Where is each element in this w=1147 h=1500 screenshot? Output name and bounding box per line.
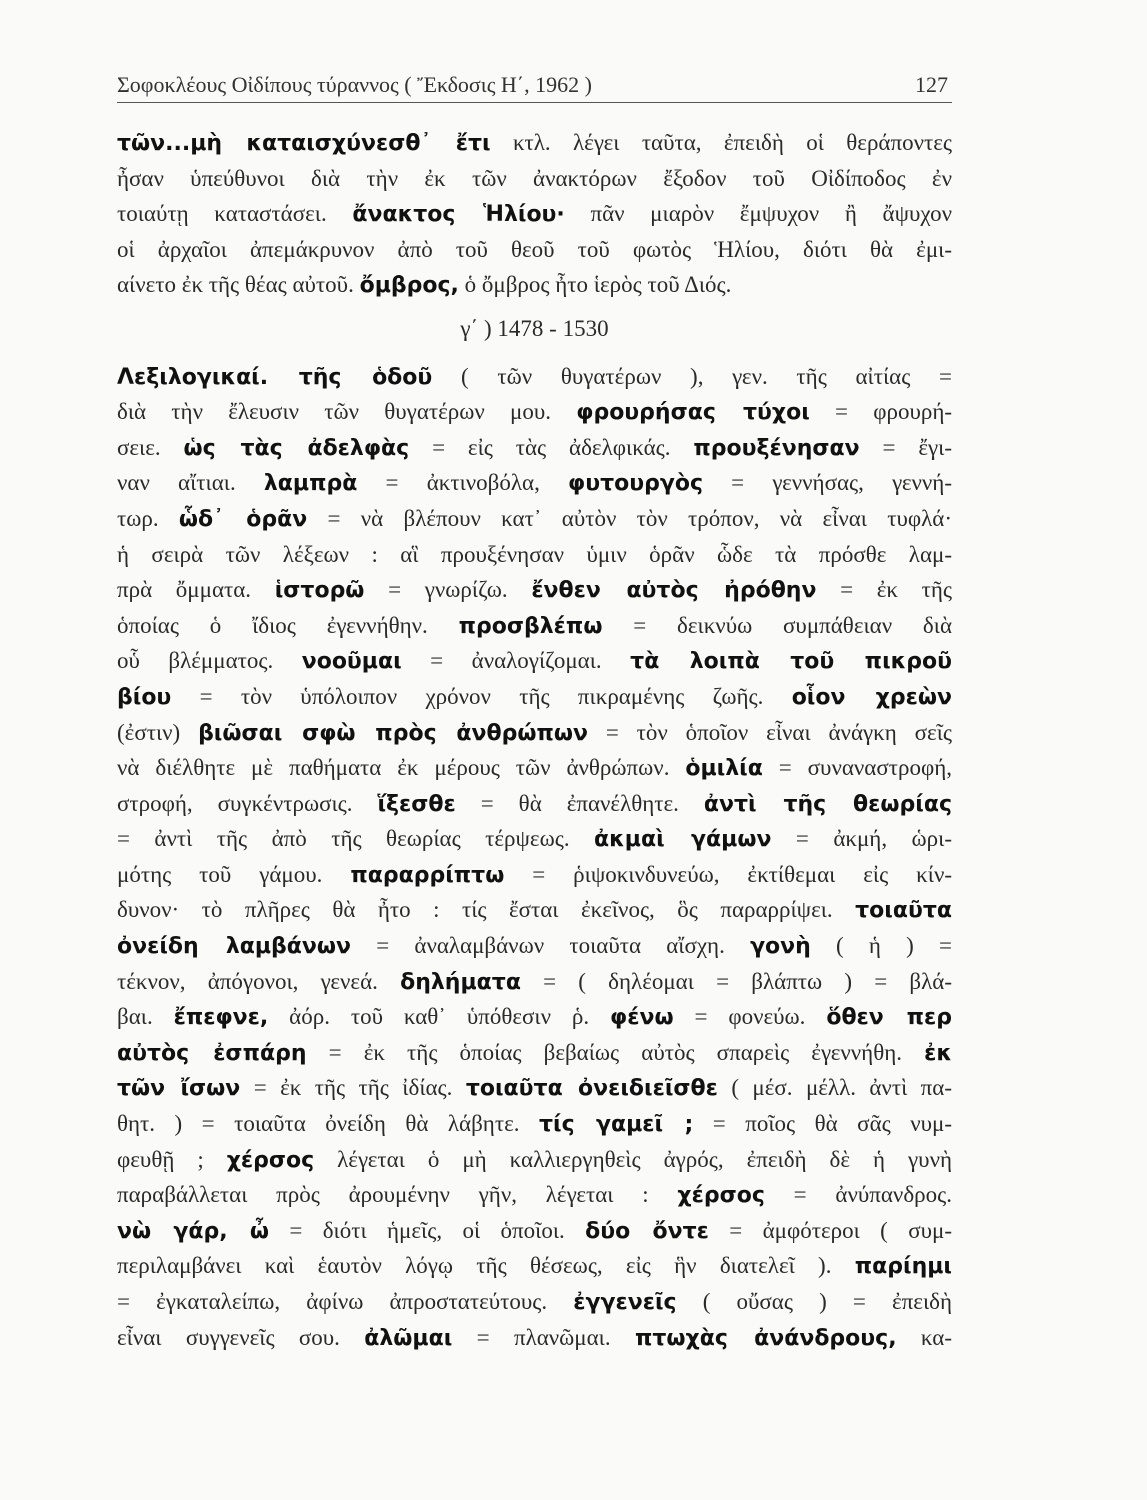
bold-term: γονὴ: [750, 934, 811, 960]
bold-term: νοοῦμαι: [301, 649, 402, 675]
text-run: = ( δηλέομαι = βλάπτω ) = βλά-: [520, 968, 952, 994]
text-line: [117, 857, 952, 893]
text-run: = πλανῶμαι.: [452, 1324, 635, 1350]
text-line: [117, 608, 952, 644]
text-run: = ἐγκαταλείπω, ἀφίνω ἀπροστατεύτους.: [117, 1289, 574, 1314]
bold-term: ἐκ: [924, 1040, 952, 1066]
text-line: [117, 786, 952, 822]
text-line: [117, 465, 952, 501]
bold-term: φρουρήσας τύχοι: [576, 400, 810, 426]
text-run: = φρουρή-: [809, 399, 953, 425]
section-heading: [117, 311, 952, 347]
text-run: ἦσαν ὑπεύθυνοι διὰ τὴν ἐκ τῶν ἀνακτόρων ἔξοδον τοῦ Οἰδίποδος ἐν: [117, 165, 952, 191]
text-line: [117, 928, 952, 964]
text-run: πρὰ ὄμματα.: [117, 577, 275, 603]
text-run: ἀόρ. τοῦ καθ᾽ ὑπόθεσιν ῥ.: [268, 1004, 611, 1030]
text-run: διὰ τὴν ἔλευσιν τῶν θυγατέρων μου.: [117, 399, 577, 425]
bold-term: ἀντὶ τῆς θεωρίας: [703, 791, 953, 817]
text-run: = ἐκ τῆς: [816, 577, 953, 603]
text-run: = ἀμφότεροι ( συμ-: [708, 1217, 952, 1243]
text-run: οὗ βλέμματος.: [117, 648, 302, 674]
bold-term: προσβλέπω: [458, 613, 603, 639]
text-line: [117, 715, 952, 751]
text-line: [117, 892, 952, 928]
text-line: [117, 1106, 952, 1142]
text-run: τωρ.: [117, 505, 179, 531]
text-run: ( μέσ. μέλλ. ἀντὶ πα-: [717, 1075, 952, 1101]
text-run: = γνωρίζω.: [364, 577, 532, 603]
page-header: [117, 68, 952, 103]
text-line: [117, 232, 952, 268]
text-run: = τὸν ὁποῖον εἶναι ἀνάγκη σεῖς: [587, 719, 952, 745]
text-line: [117, 161, 952, 197]
text-run: = συναναστροφή,: [762, 755, 953, 781]
bold-term: ἄνακτος Ἡλίου·: [352, 202, 565, 228]
bold-term: ἱστορῶ: [274, 578, 365, 604]
text-run: = ἐκ τῆς ὁποίας βεβαίως αὐτὸς σπαρεὶς ἐγεννήθη.: [306, 1039, 925, 1065]
text-line: [117, 999, 952, 1035]
text-run: θητ. ) = τοιαῦτα ὀνείδη θὰ λάβητε.: [117, 1111, 539, 1137]
text-run: κτλ. λέγει ταῦτα, ἐπειδὴ οἱ θεράποντες: [490, 130, 952, 155]
text-line: [117, 821, 952, 857]
text-line: [117, 679, 952, 715]
page-body: [117, 125, 952, 1355]
text-run: βαι.: [117, 1004, 174, 1030]
bold-term: τοιαῦτα ὀνειδιεῖσθε: [465, 1076, 718, 1102]
bold-term: Λεξιλογικαί. τῆς ὁδοῦ: [117, 364, 433, 390]
text-line: [117, 267, 952, 303]
text-line: [117, 643, 952, 679]
text-line: [117, 125, 952, 161]
bold-term: παραρρίπτω: [350, 862, 505, 888]
bold-term: παρίημι: [854, 1254, 952, 1280]
text-run: νὰ διέλθητε μὲ παθήματα ἐκ μέρους τῶν ἀνθρώπων.: [117, 755, 686, 781]
bold-term: ὡς τὰς ἀδελφὰς: [183, 435, 410, 461]
text-run: αίνετο ἐκ τῆς θέας αὐτοῦ.: [117, 272, 360, 298]
text-run: σειε.: [117, 434, 184, 460]
text-run: στροφή, συγκέντρωσις.: [117, 790, 378, 816]
text-run: = ποῖος θὰ σᾶς νυμ-: [693, 1111, 952, 1137]
text-run: = θὰ ἐπανέλθητε.: [455, 790, 704, 816]
text-line: [117, 430, 952, 466]
text-line: [117, 359, 952, 395]
text-run: = νὰ βλέπουν κατ᾽ αὐτὸν τὸν τρόπον, νὰ εἶναι τυφλά·: [307, 505, 953, 531]
text-run: = ἀντὶ τῆς ἀπὸ τῆς θεωρίας τέρψεως.: [117, 826, 595, 852]
page-number: 127: [915, 72, 948, 97]
text-run: = ἀκμή, ὡρι-: [771, 826, 952, 852]
text-line: [117, 1070, 952, 1106]
bold-term: χέρσος: [677, 1183, 765, 1209]
text-run: ὁ ὄμβρος ἦτο ἱερὸς τοῦ Διός.: [458, 272, 732, 298]
text-line: [117, 964, 952, 1000]
text-run: = εἰς τὰς ἀδελφικάς.: [409, 434, 694, 460]
bold-term: χέρσος: [226, 1147, 315, 1173]
text-run: γ΄ ) 1478 - 1530: [460, 315, 609, 341]
text-run: = ῥιψοκινδυνεύω, ἐκτίθεμαι εἰς κίν-: [504, 861, 952, 887]
text-run: = ἀναλογίζομαι.: [401, 648, 631, 674]
text-run: = ἀκτινοβόλα,: [357, 470, 569, 496]
bold-term: ἀκμαὶ γάμων: [594, 827, 772, 853]
text-run: ναν αἴτιαι.: [117, 470, 264, 496]
text-run: ( ἡ ) =: [810, 933, 952, 959]
bold-term: ἔπεφνε,: [173, 1005, 269, 1031]
text-run: τοιαύτῃ καταστάσει.: [117, 201, 353, 227]
bold-term: φένω: [610, 1005, 674, 1031]
text-run: = φονεύω.: [673, 1004, 827, 1030]
text-run: = ἀνύπανδρος.: [764, 1182, 953, 1208]
text-run: τέκνον, ἀπόγονοι, γενεά.: [117, 968, 401, 994]
text-run: φευθῇ ;: [117, 1146, 227, 1172]
text-run: = ἔγι-: [859, 434, 953, 460]
bold-term: προυξένησαν: [693, 435, 860, 461]
bold-term: νὼ γάρ, ὦ: [117, 1218, 269, 1244]
text-line: [117, 1248, 952, 1284]
text-run: περιλαμβάνει καὶ ἑαυτὸν λόγῳ τῆς θέσεως, εἰς ἣν διατελεῖ ).: [117, 1253, 855, 1279]
text-run: = τὸν ὑπόλοιπον χρόνον τῆς πικραμένης ζωῆς.: [171, 683, 792, 709]
text-run: (ἐστιν): [117, 719, 199, 745]
running-title: Σοφοκλέους Οἰδίπους τύραννος ( Ἔκδοσις Η΄, 1962 ): [117, 72, 592, 97]
bold-term: δύο ὄντε: [585, 1218, 709, 1244]
bold-term: ὅθεν περ: [826, 1005, 952, 1031]
bold-term: τὰ λοιπὰ τοῦ πικροῦ: [630, 649, 953, 675]
text-line: [117, 1284, 952, 1320]
bold-term: ὄμβρος,: [359, 273, 459, 299]
bold-term: δηλήματα: [400, 969, 521, 995]
bold-term: πτωχὰς ἀνάνδρους,: [634, 1325, 897, 1351]
text-line: [117, 572, 952, 608]
bold-term: ἵξεσθε: [377, 791, 456, 817]
text-run: πᾶν μιαρὸν ἔμψυχον ἢ ἄψυχον: [564, 201, 952, 227]
bold-term: βίου: [117, 684, 172, 710]
bold-term: ἀλῶμαι: [364, 1325, 453, 1351]
bold-term: αὐτὸς ἐσπάρη: [117, 1040, 307, 1066]
text-run: ἡ σειρὰ τῶν λέξεων : αἳ προυξένησαν ὑμιν ὁρᾶν ὧδε τὰ πρόσθε λαμ-: [117, 541, 952, 567]
bold-term: βιῶσαι σφὼ πρὸς ἀνθρώπων: [198, 720, 588, 746]
text-run: = ἀναλαμβάνων τοιαῦτα αἴσχη.: [351, 933, 751, 959]
bold-term: ὀνείδη λαμβάνων: [117, 934, 351, 960]
bold-term: τῶν...μὴ καταισχύνεσθ᾽ ἔτι: [117, 131, 491, 156]
text-line: [117, 1177, 952, 1213]
text-line: [117, 1142, 952, 1178]
text-run: λέγεται ὁ μὴ καλλιεργηθεὶς ἀγρός, ἐπειδὴ δὲ ἡ γυνὴ: [314, 1146, 952, 1172]
text-run: = διότι ἡμεῖς, οἱ ὁποῖοι.: [269, 1217, 586, 1243]
text-run: δυνον· τὸ πλῆρες θὰ ἦτο : τίς ἔσται ἐκεῖνος, ὃς παραρρίψει.: [117, 897, 856, 923]
bold-term: ὧδ᾽ ὁρᾶν: [178, 506, 308, 532]
text-line: [117, 394, 952, 430]
text-run: = γεννήσας, γεννή-: [702, 470, 952, 496]
text-line: [117, 1320, 952, 1356]
text-run: ( οὔσας ) = ἐπειδὴ: [676, 1289, 953, 1314]
text-run: παραβάλλεται πρὸς ἀρουμένην γῆν, λέγεται :: [117, 1182, 678, 1208]
bold-term: φυτουργὸς: [568, 471, 703, 497]
text-run: μότης τοῦ γάμου.: [117, 861, 351, 887]
text-run: = ἐκ τῆς τῆς ἰδίας.: [240, 1075, 466, 1101]
text-line: [117, 750, 952, 786]
text-line: [117, 196, 952, 232]
text-run: εἶναι συγγενεῖς σου.: [117, 1324, 365, 1350]
text-run: ὁποίας ὁ ἴδιος ἐγεννήθην.: [117, 612, 459, 638]
bold-term: τῶν ἴσων: [117, 1076, 241, 1102]
text-line: [117, 501, 952, 537]
text-line: [117, 1035, 952, 1071]
text-line: [117, 537, 952, 573]
text-run: οἱ ἀρχαῖοι ἀπεμάκρυνον ἀπὸ τοῦ θεοῦ τοῦ φωτὸς Ἡλίου, διότι θὰ ἐμι-: [117, 236, 952, 262]
text-run: κα-: [896, 1324, 952, 1350]
bold-term: τοιαῦτα: [855, 898, 952, 924]
bold-term: λαμπρὰ: [263, 471, 358, 497]
bold-term: τίς γαμεῖ ;: [538, 1112, 694, 1138]
text-run: = δεικνύω συμπάθειαν διὰ: [602, 612, 953, 638]
text-line: [117, 1213, 952, 1249]
bold-term: οἷον χρεὼν: [791, 684, 952, 710]
bold-term: ἐγγενεῖς: [573, 1290, 677, 1315]
bold-term: ἔνθεν αὐτὸς ἠρόθην: [531, 578, 817, 604]
bold-term: ὁμιλία: [685, 756, 763, 782]
text-run: ( τῶν θυγατέρων ), γεν. τῆς αἰτίας =: [432, 363, 953, 389]
